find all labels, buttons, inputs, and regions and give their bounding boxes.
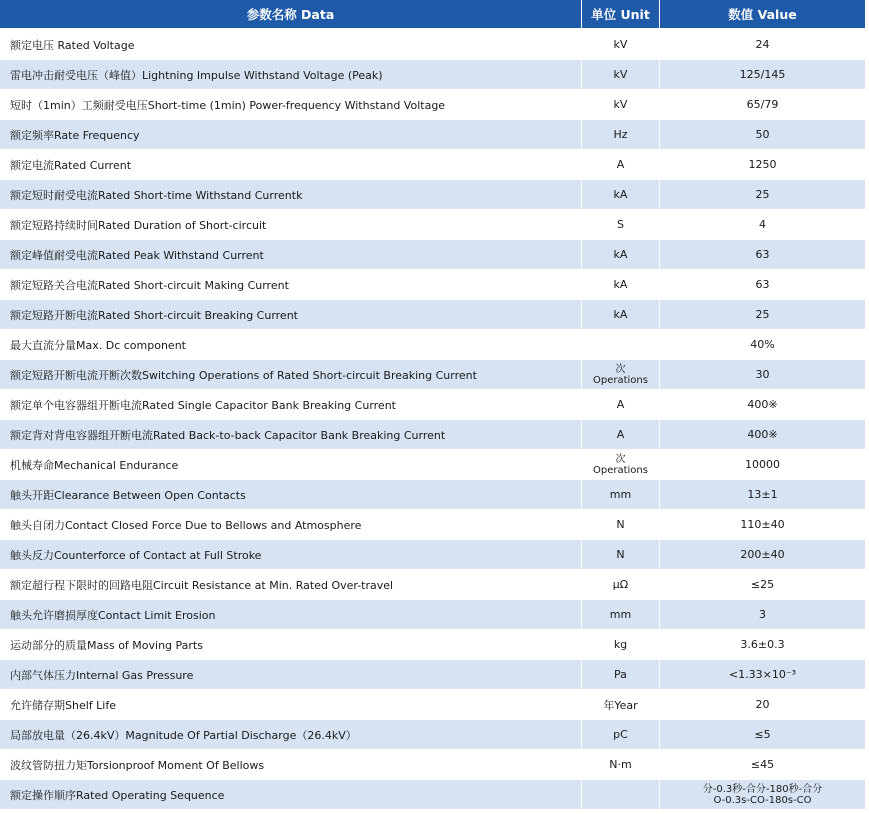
- parameter-unit: kA: [582, 269, 660, 299]
- table-row: [0, 419, 865, 449]
- header-name: 参数名称 Data: [0, 0, 582, 29]
- parameter-value: <1.33×10⁻³: [660, 659, 865, 689]
- unit-line: Operations: [593, 464, 648, 476]
- value-line: 分-0.3秒-合分-180秒-合分: [702, 783, 823, 795]
- parameter-value: 30: [660, 359, 865, 389]
- parameter-unit: kV: [582, 59, 660, 89]
- parameter-value: 400※: [660, 389, 865, 419]
- parameter-unit: pC: [582, 719, 660, 749]
- parameter-name: 额定背对背电容器组开断电流Rated Back-to-back Capacitor Bank Breaking Current: [0, 419, 582, 449]
- parameter-value: 40%: [660, 329, 865, 359]
- parameter-unit: kA: [582, 299, 660, 329]
- parameter-value: ≤45: [660, 749, 865, 779]
- parameter-value: 20: [660, 689, 865, 719]
- table-header-row: [0, 0, 865, 29]
- parameter-name: 额定峰值耐受电流Rated Peak Withstand Current: [0, 239, 582, 269]
- parameter-unit: Hz: [582, 119, 660, 149]
- table-row: [0, 329, 865, 359]
- table-row: [0, 719, 865, 749]
- table-row: [0, 539, 865, 569]
- parameter-name: 额定短路开断电流Rated Short-circuit Breaking Current: [0, 299, 582, 329]
- parameter-value: 1250: [660, 149, 865, 179]
- parameter-value: 25: [660, 299, 865, 329]
- table-row: [0, 119, 865, 149]
- parameter-name: 额定短路关合电流Rated Short-circuit Making Current: [0, 269, 582, 299]
- parameter-value: 110±40: [660, 509, 865, 539]
- parameter-unit: kg: [582, 629, 660, 659]
- parameter-value: ≤25: [660, 569, 865, 599]
- parameter-unit: kV: [582, 29, 660, 59]
- table-row: [0, 389, 865, 419]
- table-row: [0, 239, 865, 269]
- parameter-name: 额定频率Rate Frequency: [0, 119, 582, 149]
- table-row: [0, 749, 865, 779]
- table-row: [0, 29, 865, 59]
- parameter-unit: N·m: [582, 749, 660, 779]
- parameter-unit: kV: [582, 89, 660, 119]
- parameter-value: 24: [660, 29, 865, 59]
- parameter-name: 额定短路持续时间Rated Duration of Short-circuit: [0, 209, 582, 239]
- parameter-value: 4: [660, 209, 865, 239]
- parameter-value: 25: [660, 179, 865, 209]
- parameter-value: 65/79: [660, 89, 865, 119]
- parameter-unit: Pa: [582, 659, 660, 689]
- table-row: [0, 59, 865, 89]
- parameter-value: ≤5: [660, 719, 865, 749]
- parameter-value: 50: [660, 119, 865, 149]
- parameter-name: 额定短路开断电流开断次数Switching Operations of Rated Short-circuit Breaking Current: [0, 359, 582, 389]
- parameter-name: 额定超行程下限时的回路电阻Circuit Resistance at Min. Rated Over-travel: [0, 569, 582, 599]
- parameter-name: 短时（1min）工频耐受电压Short-time (1min) Power-frequency Withstand Voltage: [0, 89, 582, 119]
- parameter-name: 允许储存期Shelf Life: [0, 689, 582, 719]
- value-line: O-0.3s-CO-180s-CO: [713, 794, 812, 806]
- parameter-value: 10000: [660, 449, 865, 479]
- table-row: [0, 689, 865, 719]
- table-row: [0, 149, 865, 179]
- table-row: [0, 89, 865, 119]
- parameter-name: 机械寿命Mechanical Endurance: [0, 449, 582, 479]
- table-row: [0, 179, 865, 209]
- table-row: [0, 449, 865, 479]
- parameter-unit: mm: [582, 479, 660, 509]
- table-row: [0, 209, 865, 239]
- parameter-name: 触头允许磨损厚度Contact Limit Erosion: [0, 599, 582, 629]
- parameter-unit: kA: [582, 239, 660, 269]
- parameter-unit: [582, 329, 660, 359]
- unit-line: Operations: [593, 374, 648, 386]
- table-row: [0, 509, 865, 539]
- parameter-name: 运动部分的质量Mass of Moving Parts: [0, 629, 582, 659]
- parameter-value: 3.6±0.3: [660, 629, 865, 659]
- parameter-unit: N: [582, 509, 660, 539]
- parameter-unit: 年Year: [582, 689, 660, 719]
- parameter-name: 局部放电量（26.4kV）Magnitude Of Partial Discharge（26.4kV）: [0, 719, 582, 749]
- parameter-name: 最大直流分量Max. Dc component: [0, 329, 582, 359]
- table-row: [0, 269, 865, 299]
- parameter-value: 13±1: [660, 479, 865, 509]
- parameter-unit: A: [582, 419, 660, 449]
- parameter-name: 触头自闭力Contact Closed Force Due to Bellows and Atmosphere: [0, 509, 582, 539]
- parameter-name: 额定操作顺序Rated Operating Sequence: [0, 779, 582, 809]
- parameter-name: 雷电冲击耐受电压（峰值）Lightning Impulse Withstand Voltage (Peak): [0, 59, 582, 89]
- parameter-name: 内部气体压力Internal Gas Pressure: [0, 659, 582, 689]
- parameter-unit: kA: [582, 179, 660, 209]
- table-row: [0, 299, 865, 329]
- parameter-value: 3: [660, 599, 865, 629]
- parameter-value: 400※: [660, 419, 865, 449]
- parameter-unit: S: [582, 209, 660, 239]
- unit-line: 次: [615, 453, 626, 465]
- table-row: [0, 359, 865, 389]
- parameter-unit: mm: [582, 599, 660, 629]
- parameter-unit: A: [582, 149, 660, 179]
- parameter-name: 额定电压 Rated Voltage: [0, 29, 582, 59]
- table-row: [0, 479, 865, 509]
- parameter-unit: [582, 779, 660, 809]
- parameter-value: 63: [660, 239, 865, 269]
- table-row: [0, 599, 865, 629]
- parameter-unit: [582, 449, 660, 479]
- table-row: [0, 569, 865, 599]
- parameter-unit: N: [582, 539, 660, 569]
- parameter-name: 额定电流Rated Current: [0, 149, 582, 179]
- parameter-value: 200±40: [660, 539, 865, 569]
- table-row: [0, 779, 865, 809]
- parameter-name: 波纹管防扭力矩Torsionproof Moment Of Bellows: [0, 749, 582, 779]
- parameter-name: 触头开距Clearance Between Open Contacts: [0, 479, 582, 509]
- parameter-value: [660, 779, 865, 809]
- parameter-name: 额定单个电容器组开断电流Rated Single Capacitor Bank Breaking Current: [0, 389, 582, 419]
- table-row: [0, 629, 865, 659]
- parameter-unit: [582, 359, 660, 389]
- parameter-value: 63: [660, 269, 865, 299]
- header-unit: 单位 Unit: [582, 0, 660, 29]
- parameter-name: 额定短时耐受电流Rated Short-time Withstand Currentk: [0, 179, 582, 209]
- unit-line: 次: [615, 363, 626, 375]
- parameter-unit: A: [582, 389, 660, 419]
- parameter-value: 125/145: [660, 59, 865, 89]
- header-value: 数值 Value: [660, 0, 865, 29]
- parameter-unit: μΩ: [582, 569, 660, 599]
- table-row: [0, 659, 865, 689]
- parameter-name: 触头反力Counterforce of Contact at Full Stroke: [0, 539, 582, 569]
